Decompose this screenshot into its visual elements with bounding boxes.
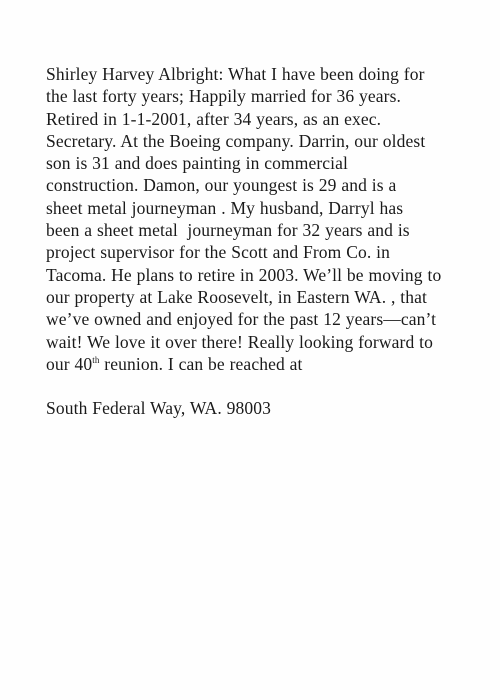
letter-line: Shirley Harvey Albright: What I have been doing for — [46, 64, 425, 84]
letter-line: Secretary. At the Boeing company. Darrin, our oldest — [46, 131, 426, 151]
letter-line: been a sheet metal journeyman for 32 years and is — [46, 220, 410, 240]
letter-line: sheet metal journeyman . My husband, Darryl has — [46, 198, 404, 218]
letter-line: our property at Lake Roosevelt, in Eastern WA. , that — [46, 287, 427, 307]
reunion-text-before: our 40 — [46, 354, 93, 374]
letter-line-reunion — [46, 353, 303, 375]
letter-line: construction. Damon, our youngest is 29 and is a — [46, 175, 397, 195]
address-line: South Federal Way, WA. 98003 — [46, 398, 271, 418]
reunion-text-after: reunion. I can be reached at — [99, 354, 303, 374]
ordinal-suffix: th — [92, 355, 100, 365]
letter-line: Tacoma. He plans to retire in 2003. We’ll be moving to — [46, 265, 442, 285]
letter-line: son is 31 and does painting in commercial — [46, 153, 349, 173]
letter-line: project supervisor for the Scott and From Co. in — [46, 242, 391, 262]
letter-line: wait! We love it over there! Really looking forward to — [46, 332, 433, 352]
letter-line: we’ve owned and enjoyed for the past 12 years—can’t — [46, 309, 437, 329]
letter-line: the last forty years; Happily married for 36 years. — [46, 86, 401, 106]
letter-line: Retired in 1-1-2001, after 34 years, as an exec. — [46, 109, 382, 129]
